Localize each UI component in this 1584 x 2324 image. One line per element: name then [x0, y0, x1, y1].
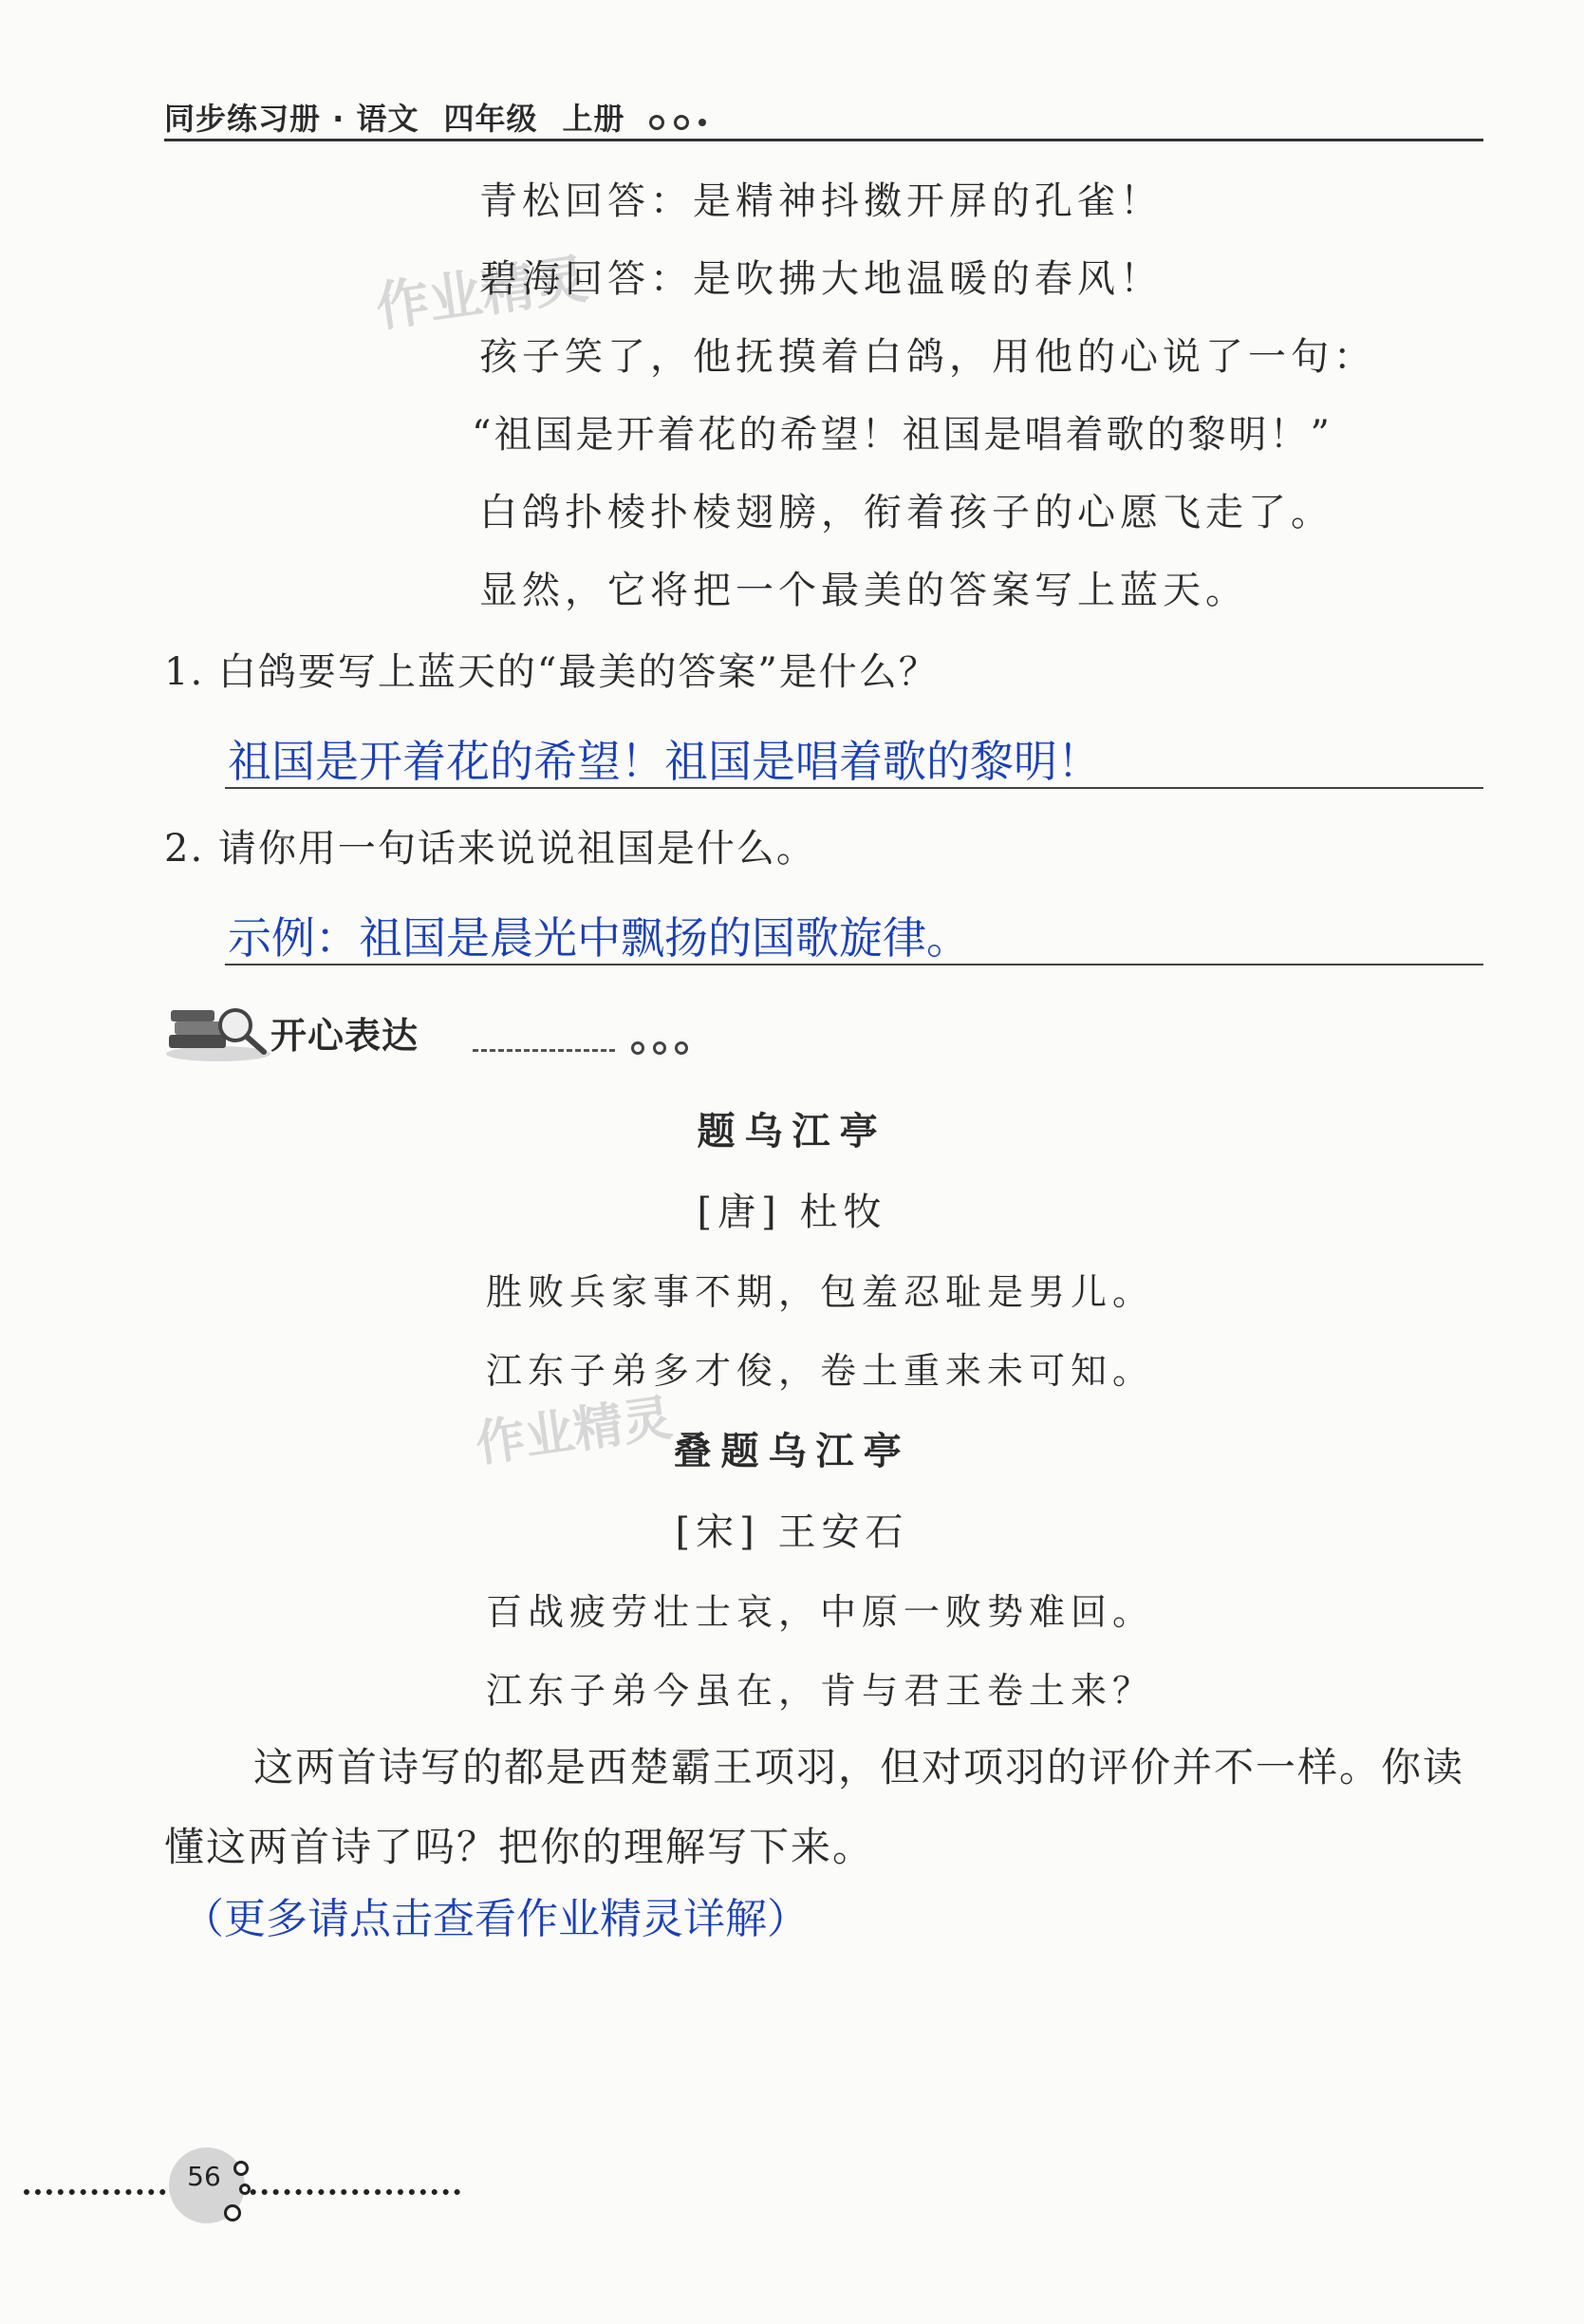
circle-icon — [224, 2204, 241, 2221]
question-number: 2. — [164, 827, 205, 871]
answer-line — [225, 964, 1483, 965]
writing-prompt: 这两首诗写的都是西楚霸王项羽，但对项羽的评价并不一样。你读懂这两首诗了吗？把你的理解写下来。 — [164, 1744, 1465, 1870]
section-dots-decoration — [631, 1041, 688, 1055]
books-magnifier-icon — [161, 999, 270, 1065]
page-header — [164, 95, 1483, 141]
circle-icon — [239, 2183, 251, 2195]
circle-icon — [674, 115, 689, 130]
circle-icon — [631, 1041, 644, 1055]
excerpt-line: 孩子笑了，他抚摸着白鸽，用他的心说了一句： — [479, 335, 1376, 379]
section-divider — [473, 1049, 615, 1052]
excerpt-line: 显然，它将把一个最美的答案写上蓝天。 — [479, 569, 1248, 612]
question-text: 白鸽要写上蓝天的“最美的答案”是什么？ — [217, 650, 939, 694]
question-number: 1. — [164, 650, 205, 694]
answer-2: 示例：祖国是晨光中飘扬的国歌旋律。 — [228, 912, 970, 964]
answer-1: 祖国是开着花的希望！祖国是唱着歌的黎明！ — [228, 736, 1101, 787]
circle-icon — [653, 1041, 666, 1055]
watermark: 作业精灵 — [372, 248, 592, 340]
excerpt-line: 白鸽扑棱扑棱翅膀，衔着孩子的心愿飞走了。 — [479, 491, 1333, 534]
excerpt-line: “祖国是开着花的希望！祖国是唱着歌的黎明！” — [472, 413, 1332, 457]
poem-verse: 江东子弟多才俊，卷土重来未可知。 — [486, 1350, 1155, 1392]
book-title: 同步练习册 · 语文 — [164, 101, 419, 137]
question-2 — [164, 818, 816, 872]
watermark: 作业精灵 — [472, 1389, 676, 1474]
poem-title: 叠题乌江亭 — [673, 1429, 911, 1473]
answer-line — [225, 787, 1483, 789]
excerpt-line: 青松回答：是精神抖擞开屏的孔雀！ — [479, 179, 1163, 223]
poem-title: 题乌江亭 — [697, 1109, 887, 1153]
grade-label: 四年级 — [443, 101, 538, 137]
page-number: 56 — [187, 2161, 221, 2192]
volume-label: 上册 — [562, 101, 625, 137]
poem-author: [唐] 杜牧 — [697, 1190, 887, 1234]
circle-icon — [675, 1041, 688, 1055]
dot-icon — [699, 119, 706, 126]
question-1 — [164, 642, 939, 696]
poem-verse: 胜败兵家事不期，包羞忍耻是男儿。 — [486, 1271, 1155, 1313]
poem-verse: 江东子弟今虽在，肯与君王卷土来？ — [486, 1670, 1155, 1712]
poem-author: [宋] 王安石 — [675, 1510, 909, 1554]
header-circles-decoration — [649, 115, 706, 130]
circle-icon — [649, 115, 664, 130]
question-text: 请你用一句话来说说祖国是什么。 — [217, 827, 816, 871]
more-details-link[interactable]: （更多请点击查看作业精灵详解） — [182, 1895, 809, 1943]
poem-verse: 百战疲劳壮士哀，中原一败势难回。 — [486, 1591, 1155, 1633]
excerpt-line: 碧海回答：是吹拂大地温暖的春风！ — [479, 257, 1163, 301]
section-title: 开心表达 — [270, 1015, 419, 1057]
